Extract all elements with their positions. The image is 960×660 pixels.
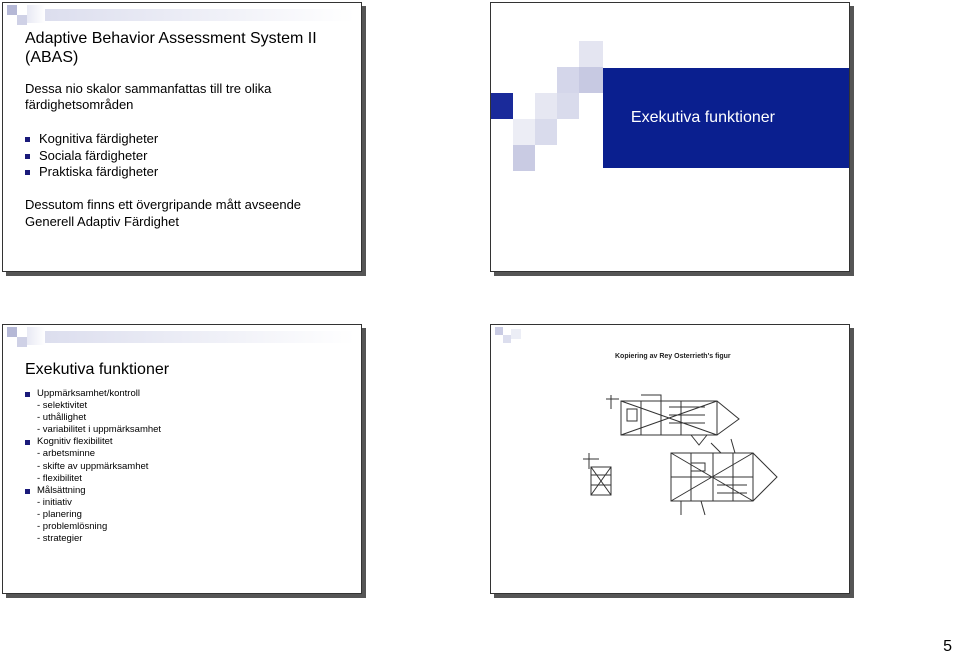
slide-3-title: Exekutiva funktioner (25, 361, 170, 378)
slide-decoration (579, 41, 603, 69)
bullet-icon (25, 489, 30, 494)
slide-4 (490, 324, 850, 594)
list-item: Uppmärksamhet/kontroll (25, 388, 161, 400)
slide-2-title: Exekutiva funktioner (630, 109, 775, 126)
list-item: - strategier (37, 533, 83, 545)
figure-caption: Kopiering av Rey Osterrieth's figur (615, 353, 731, 360)
list-item: Praktiska färdigheter (25, 164, 158, 181)
list-item: - arbetsminne (37, 448, 96, 460)
bullet-icon (25, 392, 30, 397)
list-item: - initiativ (37, 496, 72, 508)
slide-1-bullet-list (25, 131, 158, 181)
page-number: 5 (943, 638, 952, 655)
slide-2 (490, 2, 850, 272)
list-item: - variabilitet i uppmärksamhet (37, 424, 162, 436)
bullet-icon (25, 154, 30, 159)
bullet-icon (25, 440, 30, 445)
list-item: - flexibilitet (37, 472, 82, 484)
bullet-icon (25, 170, 30, 175)
slide-decoration (3, 3, 362, 27)
list-item: Sociala färdigheter (25, 148, 158, 165)
list-item: Målsättning (25, 485, 161, 497)
list-item: Kognitiv flexibilitet (25, 436, 161, 448)
slide-1-intro: Dessa nio skalor sammanfattas till tre olika färdighetsområden (25, 81, 272, 112)
list-item: - uthållighet (37, 412, 87, 424)
list-item: - selektivitet (37, 400, 88, 412)
bullet-icon (25, 137, 30, 142)
slide-3 (2, 324, 362, 594)
list-item: Kognitiva färdigheter (25, 131, 158, 148)
slide-1-footer: Dessutom finns ett övergripande mått avseende Generell Adaptiv Färdighet (25, 197, 302, 229)
slide-1-title: Adaptive Behavior Assessment System II (ABAS) (25, 30, 317, 66)
slide-3-bullet-list (25, 388, 161, 545)
list-item: - skifte av uppmärksamhet (37, 460, 149, 472)
list-item: - planering (37, 508, 82, 520)
list-item: - problemlösning (37, 521, 108, 533)
rey-figure-drawings (491, 325, 850, 594)
slide-decoration (3, 325, 362, 349)
slide-1 (2, 2, 362, 272)
